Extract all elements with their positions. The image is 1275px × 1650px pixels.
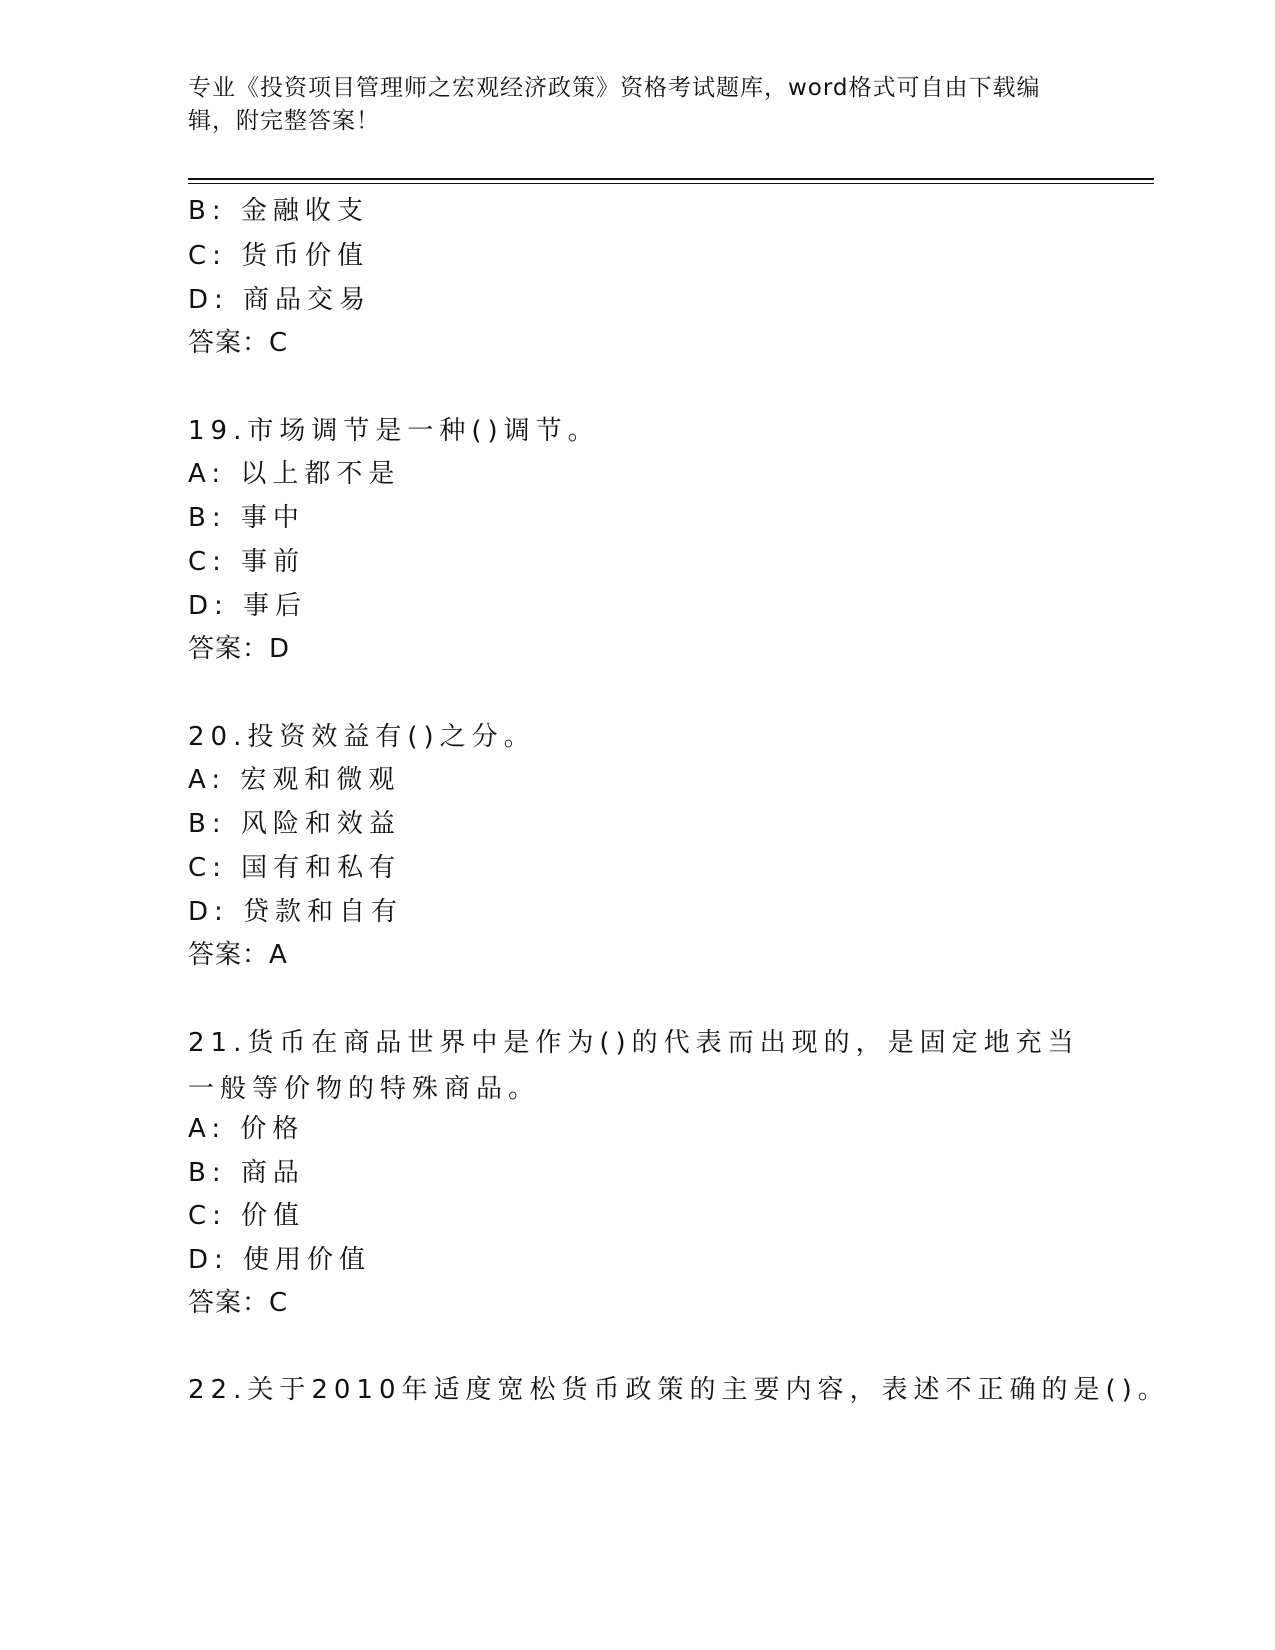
answer: 答案：A: [188, 940, 288, 970]
question-20: 20.投资效益有()之分。: [188, 722, 536, 752]
question-21: 21.货币在商品世界中是作为()的代表而出现的，是固定地充当一般等价物的特殊商品。: [188, 1028, 1080, 1104]
option-c: C: 事前: [188, 547, 306, 577]
option-b: B: 金融收支: [188, 196, 369, 226]
option-c: C: 货币价值: [188, 241, 370, 271]
option-c: C: 国有和私有: [188, 853, 402, 883]
option-a: A: 宏观和微观: [188, 765, 401, 795]
option-a: A: 价格: [188, 1114, 305, 1144]
option-b: B: 商品: [188, 1158, 305, 1188]
document-header: 专业《投资项目管理师之宏观经济政策》资格考试题库，word格式可自由下载编辑，附完整答案！: [188, 75, 1041, 134]
question-19: 19.市场调节是一种()调节。: [188, 416, 600, 446]
option-b: B: 事中: [188, 503, 305, 533]
option-d: D: 事后: [188, 591, 308, 621]
question-22: 22.关于2010年适度宽松货币政策的主要内容，表述不正确的是()。: [188, 1375, 1170, 1405]
option-d: D: 使用价值: [188, 1245, 372, 1275]
option-c: C: 价值: [188, 1201, 306, 1231]
answer: 答案：D: [188, 634, 291, 664]
header-rule-thick: [188, 178, 1154, 180]
option-a: A: 以上都不是: [188, 459, 401, 489]
option-d: D: 贷款和自有: [188, 897, 404, 927]
header-rule-thin: [188, 183, 1154, 184]
option-d: D: 商品交易: [188, 285, 372, 315]
answer: 答案：C: [188, 1288, 289, 1318]
option-b: B: 风险和效益: [188, 809, 401, 839]
answer: 答案：C: [188, 328, 289, 358]
